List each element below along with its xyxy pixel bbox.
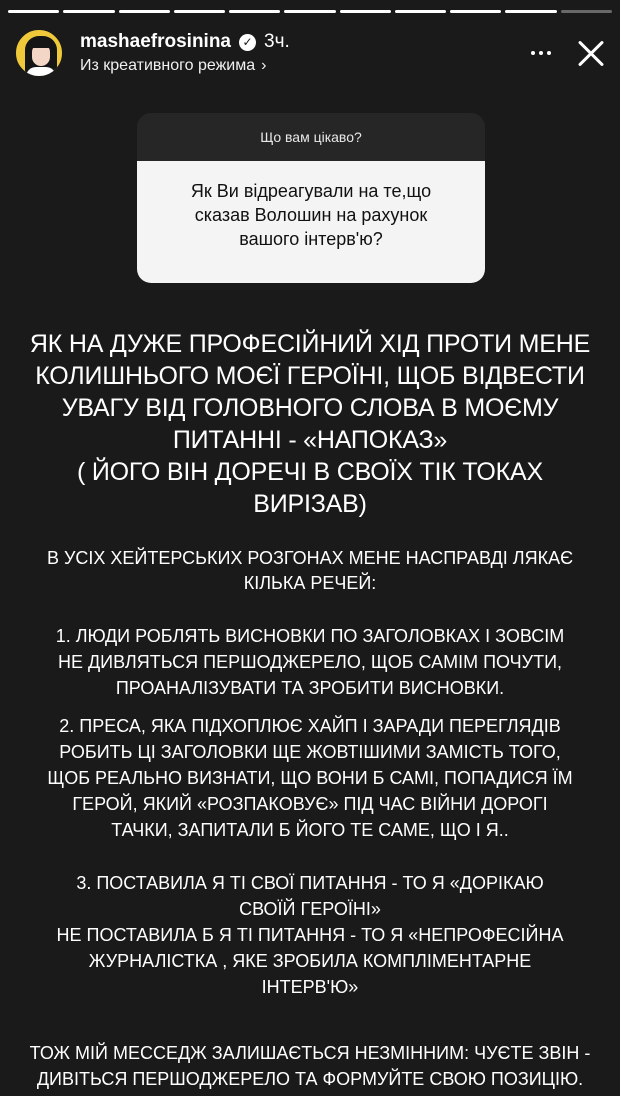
text-line: ДИВІТЬСЯ ПЕРШОДЖЕРЕЛО ТА ФОРМУЙТЕ СВОЮ ПОЗИЦІЮ. <box>36 1069 584 1089</box>
text-line: ЩОБ РЕАЛЬНО ВИЗНАТИ, ЩО ВОНИ Б САМІ, ПОПАДИСЯ ЇМ <box>47 768 573 788</box>
story-meta <box>80 31 526 75</box>
text-line: ВИРІЗАВ) <box>253 490 367 518</box>
story-headline-text <box>20 328 600 520</box>
text-line: КІЛЬКА РЕЧЕЙ: <box>243 573 377 593</box>
progress-segment <box>174 10 225 13</box>
story-paragraph-3 <box>20 870 600 1000</box>
story-paragraph-2 <box>20 713 600 843</box>
text-line: ПИТАННІ - «НАПОКАЗ» <box>172 426 448 454</box>
progress-segment <box>119 10 170 13</box>
text-line: ТОЖ МІЙ МЕССЕДЖ ЗАЛИШАЄТЬСЯ НЕЗМІННИМ: ЧУЄТЕ ЗВІН - <box>29 1043 591 1063</box>
text-line: 3. ПОСТАВИЛА Я ТІ СВОЇ ПИТАННЯ - ТО Я «ДОРІКАЮ <box>76 873 544 893</box>
story-header <box>14 24 606 82</box>
text-line: 2. ПРЕСА, ЯКА ПІДХОПЛЮЄ ХАЙП І ЗАРАДИ ПЕРЕГЛЯДІВ <box>59 716 561 736</box>
progress-segment <box>340 10 391 13</box>
text-line: ІНТЕРВ'Ю» <box>261 977 359 997</box>
question-sticker-answer <box>137 161 485 283</box>
question-sticker[interactable] <box>137 113 485 283</box>
question-line: Як Ви відреагували на те,що <box>190 181 432 201</box>
chevron-right-icon: › <box>261 57 267 74</box>
progress-segment <box>8 10 59 13</box>
creative-mode-label: Из креативного режима <box>80 57 256 74</box>
text-line: 1. ЛЮДИ РОБЛЯТЬ ВИСНОВКИ ПО ЗАГОЛОВКАХ І ЗОВСІМ <box>55 626 565 646</box>
name-row <box>80 31 526 53</box>
text-line: ( ЙОГО ВІН ДОРЕЧІ В СВОЇХ ТІК ТОКАХ <box>77 458 543 486</box>
text-line: ПРОАНАЛІЗУВАТИ ТА ЗРОБИТИ ВИСНОВКИ. <box>115 678 505 698</box>
progress-segment <box>63 10 114 13</box>
story-paragraph-1 <box>20 623 600 701</box>
close-icon[interactable] <box>574 37 606 69</box>
progress-segment <box>450 10 501 13</box>
text-line: ЯК НА ДУЖЕ ПРОФЕСІЙНИЙ ХІД ПРОТИ МЕНЕ <box>29 330 591 358</box>
username[interactable]: mashaefrosinina <box>80 31 231 52</box>
text-line: РОБИТЬ ЦІ ЗАГОЛОВКИ ЩЕ ЖОВТІШИМИ ЗАМІСТЬ ТОГО, <box>59 742 561 762</box>
progress-segment <box>561 10 612 13</box>
question-line: сказав Волошин на рахунок <box>194 205 428 225</box>
question-sticker-title: Що вам цікаво? <box>137 113 485 161</box>
avatar[interactable] <box>14 28 64 78</box>
text-line: НЕ ПОСТАВИЛА Б Я ТІ ПИТАННЯ - ТО Я «НЕПРОФЕСІЙНА <box>56 925 564 945</box>
story-progress <box>8 10 612 13</box>
post-time: 3ч. <box>264 31 290 52</box>
text-line: УВАГУ ВІД ГОЛОВНОГО СЛОВА В МОЄМУ <box>61 394 559 422</box>
text-line: СВОЇЙ ГЕРОЇНІ» <box>239 899 381 919</box>
progress-segment <box>395 10 446 13</box>
text-line: ГЕРОЙ, ЯКИЙ «РОЗПАКОВУЄ» ПІД ЧАС ВІЙНИ ДОРОГІ <box>72 794 548 814</box>
creative-mode-link[interactable] <box>80 57 526 75</box>
progress-segment <box>229 10 280 13</box>
story-paragraph-conclusion <box>20 1040 600 1092</box>
story-paragraph-intro <box>20 546 600 596</box>
progress-segment <box>505 10 556 13</box>
text-line: В УСІХ ХЕЙТЕРСЬКИХ РОЗГОНАХ МЕНЕ НАСПРАВДІ ЛЯКАЄ <box>46 548 574 568</box>
verified-icon: ✓ <box>239 34 256 51</box>
progress-segment <box>284 10 335 13</box>
text-line: НЕ ДИВЛЯТЬСЯ ПЕРШОДЖЕРЕЛО, ЩОБ САМІМ ПОЧУТИ, <box>57 652 563 672</box>
question-line: вашого інтерв'ю? <box>239 229 383 249</box>
more-options-icon[interactable] <box>526 38 556 68</box>
text-line: ЖУРНАЛІСТКА , ЯКЕ ЗРОБИЛА КОМПЛІМЕНТАРНЕ <box>88 951 532 971</box>
text-line: КОЛИШНЬОГО МОЄЇ ГЕРОЇНІ, ЩОБ ВІДВЕСТИ <box>35 362 585 390</box>
text-line: ТАЧКИ, ЗАПИТАЛИ Б ЙОГО ТЕ САМЕ, ЩО І Я.. <box>111 820 509 840</box>
